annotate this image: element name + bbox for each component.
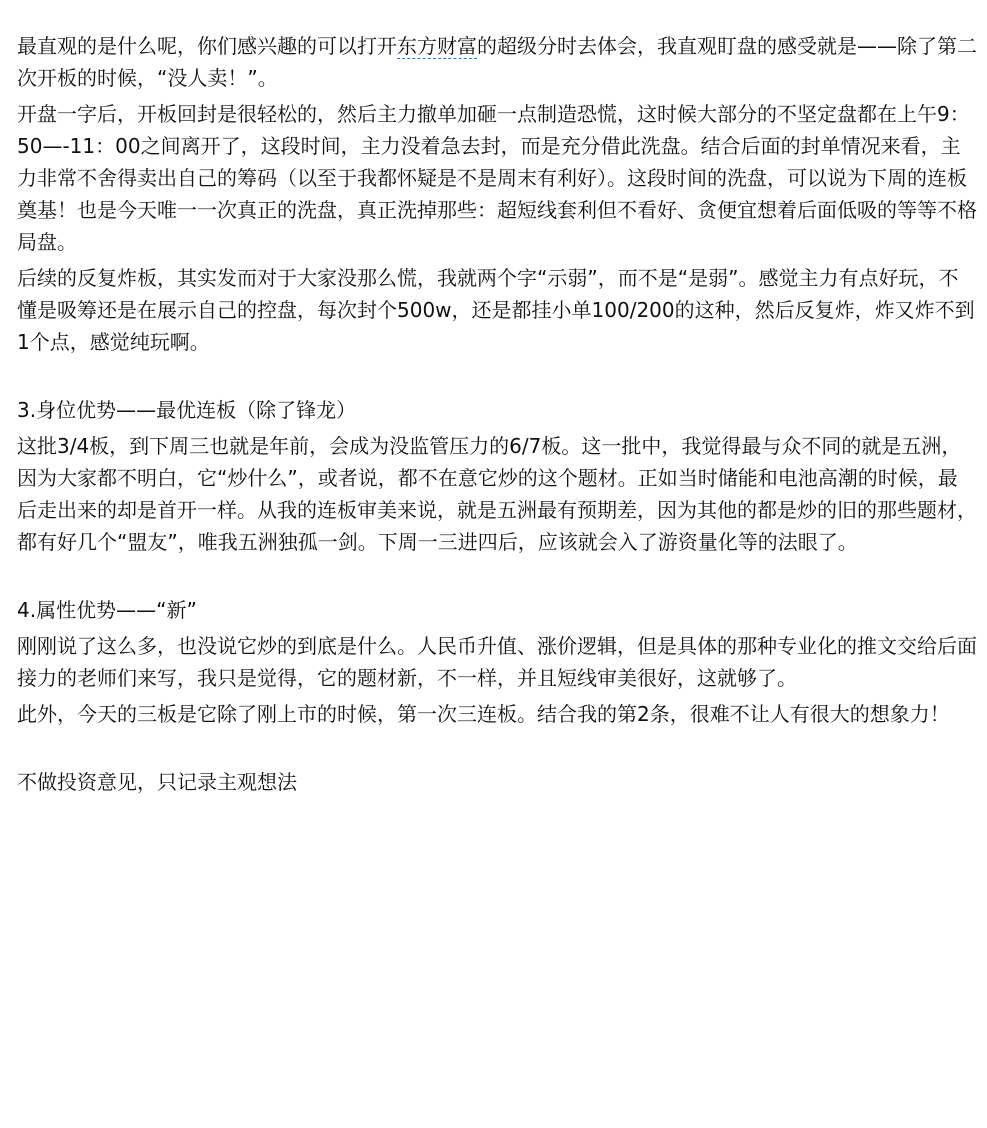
section-heading-position-advantage: 3.身位优势——最优连板（除了锋龙） [17,398,357,422]
paragraph-intuition-text-start: 最直观的是什么呢，你们感兴趣的可以打开 [17,34,397,58]
paragraph-disclaimer: 不做投资意见，只记录主观想法 [17,770,297,794]
eastmoney-link[interactable]: 东方财富 [397,34,477,58]
paragraph-repeated-breaks: 后续的反复炸板，其实发而对于大家没那么慌，我就两个字“示弱”，而不是“是弱”。感觉主力有点好玩，不懂是吸筹还是在展示自己的控盘，每次封个500w，还是都挂小单100/200的这种，然后反复炸，炸又炸不到1个点，感觉纯玩啊。 [17,266,975,354]
paragraph-theme: 刚刚说了这么多，也没说它炒的到底是什么。人民币升值、涨价逻辑，但是具体的那种专业化的推文交给后面接力的老师们来写，我只是觉得，它的题材新，不一样，并且短线审美很好，这就够了。 [17,634,977,690]
paragraph-position-advantage: 这批3/4板，到下周三也就是年前，会成为没监管压力的6/7板。这一批中，我觉得最与众不同的就是五洲，因为大家都不明白，它“炒什么”，或者说，都不在意它炒的这个题材。正如当时储能和电池高潮的时候，最后走出来的却是首开一样。从我的连板审美来说，就是五洲最有预期差，因为其他的都是炒的旧的那些题材，都有好几个“盟友”，唯我五洲独孤一剑。下周一三进四后，应该就会入了游资量化等的法眼了。 [17,434,977,554]
paragraph-three-boards: 此外，今天的三板是它除了刚上市的时候，第一次三连板。结合我的第2条，很难不让人有很大的想象力！ [17,702,950,726]
paragraph-washout: 开盘一字后，开板回封是很轻松的，然后主力撤单加砸一点制造恐慌，这时候大部分的不坚定盘都在上午9：50—-11：00之间离开了，这段时间，主力没着急去封，而是充分借此洗盘。结合后面的封单情况来看，主力非常不舍得卖出自己的筹码（以至于我都怀疑是不是周末有利好）。这段时间的洗盘，可以说为下周的连板奠基！也是今天唯一一次真正的洗盘，真正洗掉那些：超短线套利但不看好、贪便宜想着后面低吸的等等不格局盘。 [17,102,977,254]
paragraph-intuition [17,30,977,94]
paragraph-intuition-text-end: 的超级分时去体会，我直观盯盘的感受就是——除了第二次开板的时候，“没人卖！”。 [17,34,977,90]
section-heading-attribute-advantage: 4.属性优势——“新” [17,598,197,622]
